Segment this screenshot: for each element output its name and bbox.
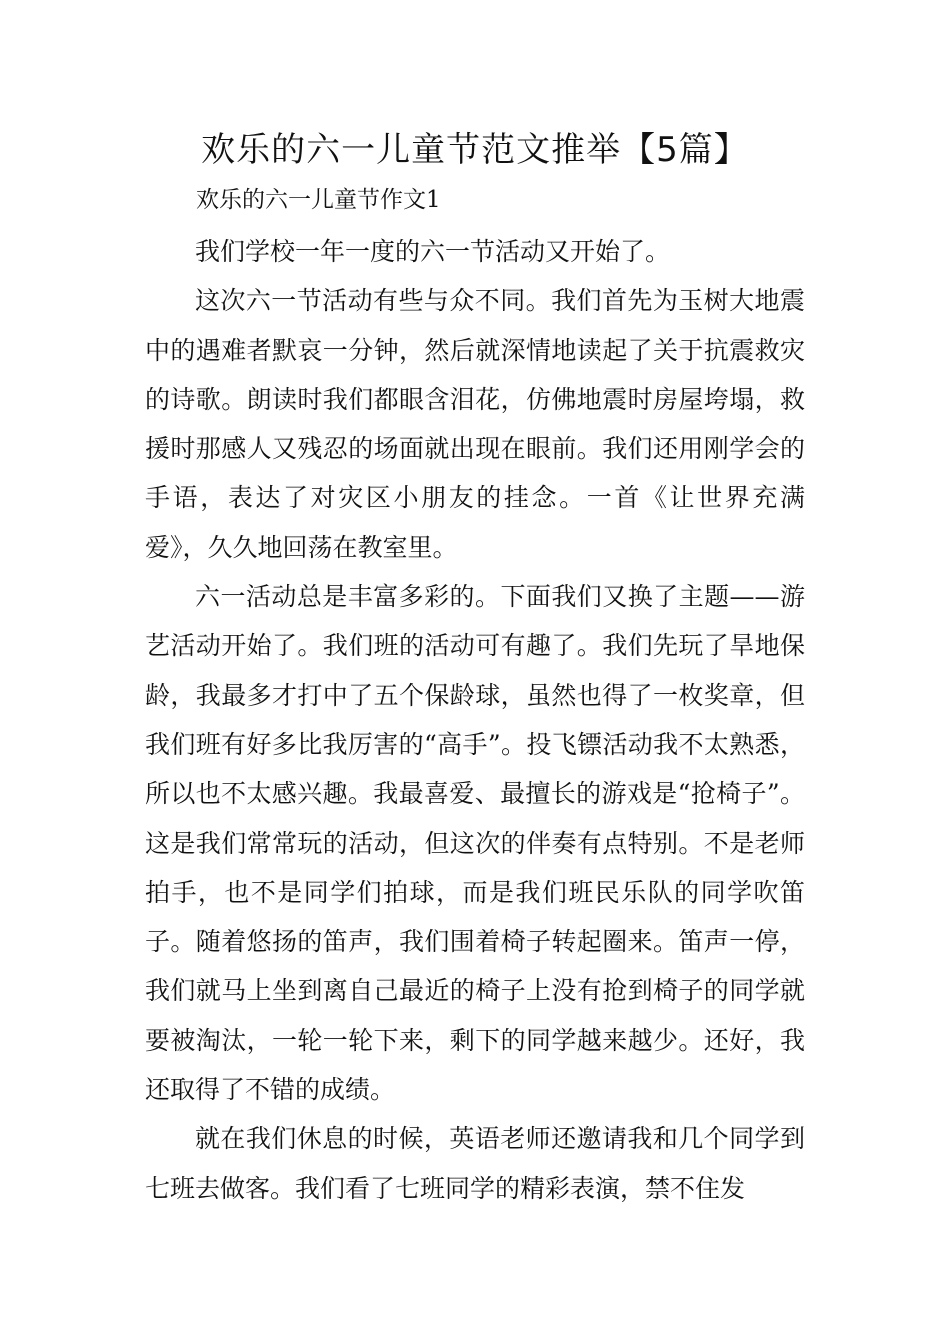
body-paragraph: 这次六一节活动有些与众不同。我们首先为玉树大地震中的遇难者默哀一分钟，然后就深情地读起了关于抗震救灾的诗歌。朗读时我们都眼含泪花，仿佛地震时房屋垮塌，救援时那感人又残忍的场面就出现在眼前。我们还用刚学会的手语，表达了对灾区小朋友的挂念。一首《让世界充满爱》，久久地回荡在教室里。: [145, 286, 805, 562]
document-subtitle: 欢乐的六一儿童节作文1: [196, 187, 441, 213]
document-title: 欢乐的六一儿童节范文推举【5篇】: [201, 130, 749, 170]
body-paragraph: 我们学校一年一度的六一节活动又开始了。: [195, 237, 671, 266]
body-paragraph: 就在我们休息的时候，英语老师还邀请我和几个同学到七班去做客。我们看了七班同学的精彩表演，禁不住发: [145, 1124, 805, 1203]
body-paragraph: 六一活动总是丰富多彩的。下面我们又换了主题——游艺活动开始了。我们班的活动可有趣了。我们先玩了旱地保龄，我最多才打中了五个保龄球，虽然也得了一枚奖章，但我们班有好多比我厉害的“高手”。投飞镖活动我不太熟悉，所以也不太感兴趣。我最喜爱、最擅长的游戏是“抢椅子”。这是我们常常玩的活动，但这次的伴奏有点特别。不是老师拍手，也不是同学们拍球，而是我们班民乐队的同学吹笛子。随着悠扬的笛声，我们围着椅子转起圈来。笛声一停，我们就马上坐到离自己最近的椅子上没有抢到椅子的同学就要被淘汰，一轮一轮下来，剩下的同学越来越少。还好，我还取得了不错的成绩。: [145, 582, 805, 1105]
document-body: [145, 227, 805, 1213]
